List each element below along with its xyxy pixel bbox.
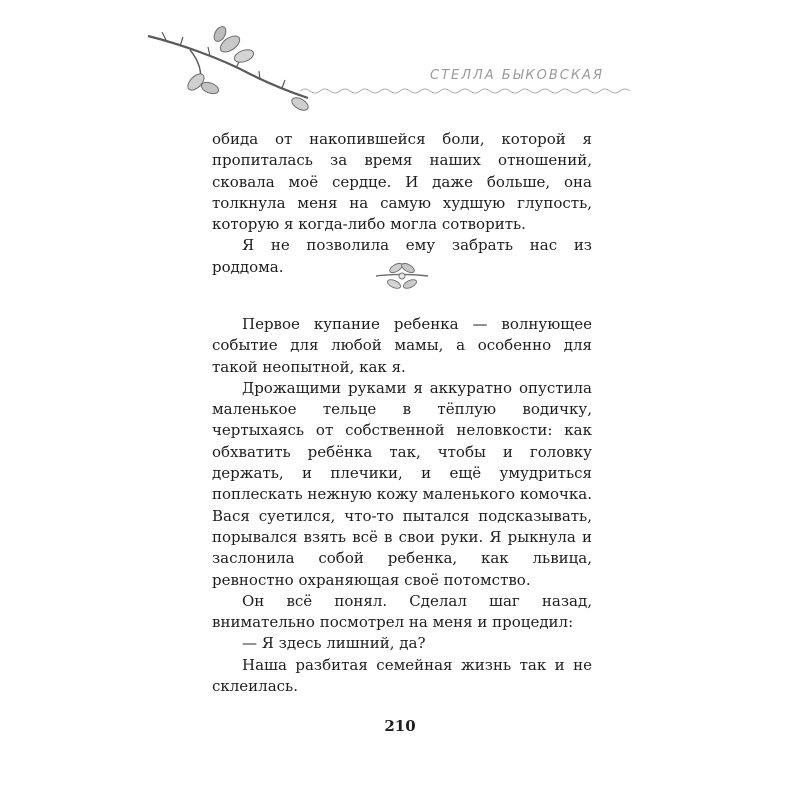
dialogue-line: — Я здесь лишний, да?: [242, 634, 426, 653]
running-head-author: СТЕЛЛА БЫКОВСКАЯ: [430, 68, 604, 83]
paragraph: Первое купание ребенка — волнующее событие для любой мамы, а особенно для такой неопытной, как я.: [212, 315, 592, 376]
wavy-rule: [300, 86, 630, 96]
leaf-sprig-icon: [372, 258, 432, 294]
paragraph: Я не позволила ему забрать нас из роддома.: [212, 236, 592, 276]
paragraph: обида от накопившейся боли, которой я пропиталась за время наших отношений, сковала моё сердце. И даже больше, она толкнула меня на самую худшую глупость, которую я когда-либо могла сотворить.: [212, 130, 592, 234]
text-section-1: [212, 129, 592, 278]
page-number: 210: [384, 717, 416, 735]
paragraph: Наша разбитая семейная жизнь так и не склеилась.: [212, 655, 592, 696]
paragraph: Он всё понял. Сделал шаг назад, внимательно посмотрел на меня и процедил:: [212, 591, 592, 632]
text-section-2: [212, 314, 592, 697]
paragraph: Дрожащими руками я аккуратно опустила маленькое тельце в тёплую водичку, чертыхаясь от собственной неловкости: как обхватить ребёнка так, чтобы и головку держать, и плечики, и ещё умудриться поплескать нежную кожу маленького комочка. Вася суетился, что-то пытался подсказывать, порывался взять всё в свои руки. Я рыкнула и заслонила собой ребенка, как львица, ревностно охраняющая своё потомство.: [212, 378, 592, 589]
thorny-branch-icon: [140, 22, 320, 112]
